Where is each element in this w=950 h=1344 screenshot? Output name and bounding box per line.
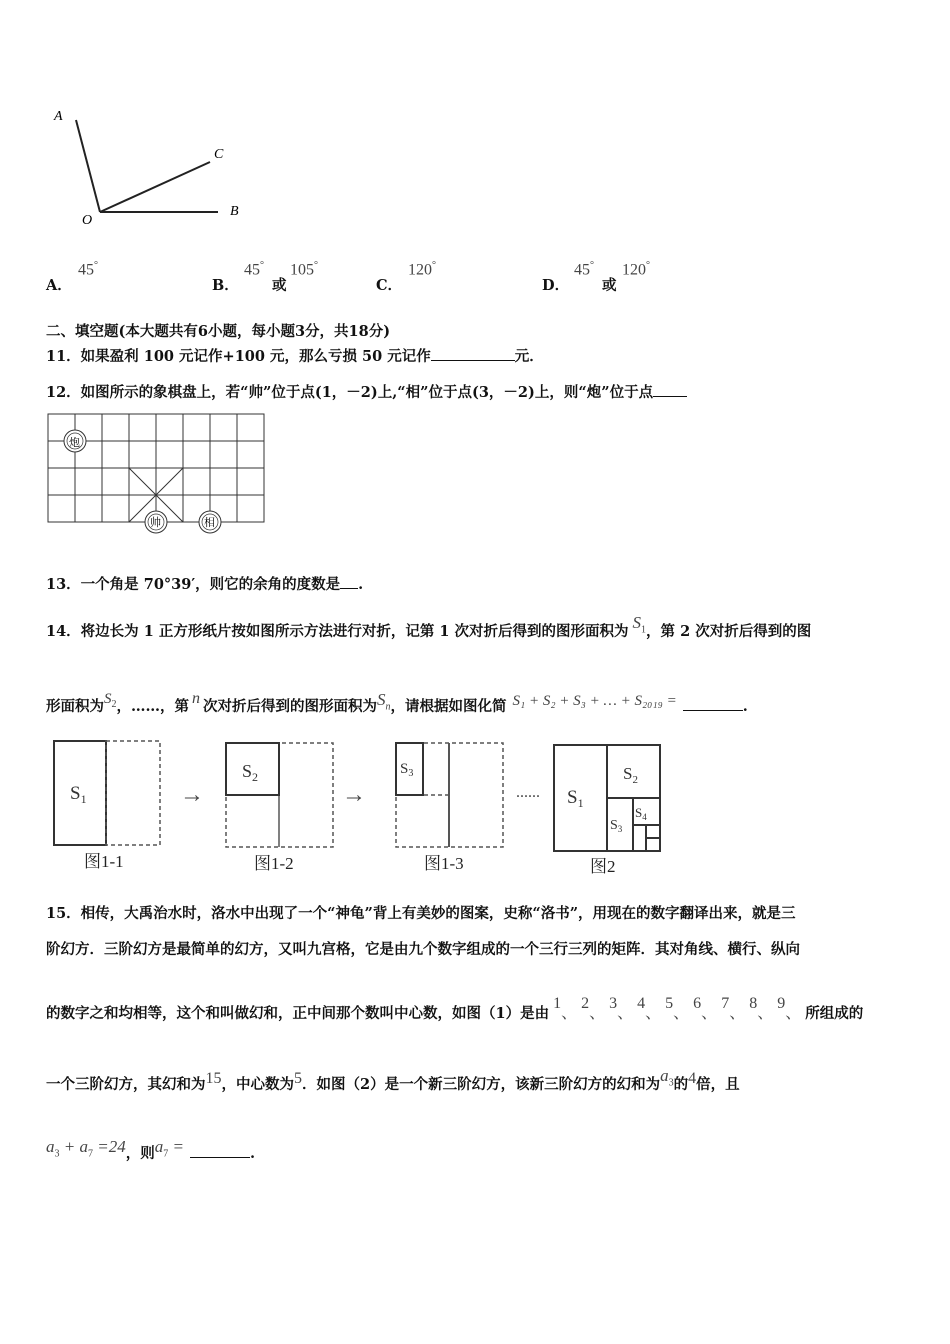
svg-text:S3: $S_3$ — [400, 761, 414, 779]
svg-text:S1: $S_1$ — [567, 787, 584, 810]
ray-oc — [100, 162, 210, 212]
svg-text:S2: $S_2$ — [242, 761, 259, 784]
piece-shuai — [145, 511, 167, 533]
n-symbol: n — [192, 690, 200, 707]
svg-text:S2: $S_2$ — [623, 764, 638, 786]
option-d[interactable] — [542, 258, 702, 292]
q13-text: 13．一个角是 70°39′，则它的余角的度数是 — [46, 576, 341, 593]
label-b: B — [230, 204, 239, 219]
fig-1-1 — [54, 741, 160, 871]
ray-oa — [76, 120, 100, 212]
svg-text:S4: $S_4$ — [635, 805, 647, 822]
q15-answer-blank[interactable] — [190, 1156, 250, 1158]
option-letter: D． — [542, 277, 570, 294]
question-13 — [46, 573, 363, 594]
svg-text:相: 相 — [204, 517, 215, 529]
svg-text:......: ...... — [516, 784, 540, 801]
option-letter: B． — [212, 277, 239, 294]
question-15-line-2: 阶幻方．三阶幻方是最简单的幻方，又叫九宫格，它是由九个数字组成的一个三行三列的矩阵．其对角线、横行、纵向 — [46, 941, 800, 958]
piece-xiang — [199, 511, 221, 533]
option-b[interactable] — [212, 258, 372, 292]
svg-text:图1-3: 图1-3 — [424, 854, 464, 873]
option-value: 120° — [408, 260, 436, 279]
svg-text:S3: $S_3$ — [610, 818, 623, 834]
q12-answer-blank[interactable] — [653, 395, 687, 397]
svg-text:→: → — [180, 782, 204, 808]
question-15-line-5: $a_3 + a_7 =24$，则$a_7$ = . — [46, 1137, 256, 1162]
question-11 — [46, 345, 544, 366]
option-value: 45° — [244, 260, 264, 279]
question-15-line-4: 一个三阶幻方，其幻和为15，中心数为5．如图（2）是一个新三阶幻方，该新三阶幻方的幻和为$a_3$的4倍，且 — [46, 1066, 740, 1093]
equation: $a_3 + a_7 =24$ — [46, 1137, 126, 1160]
question-15-line-3: 的数字之和均相等，这个和叫做幻和，正中间那个数叫中心数，如图（1）是由 1、 2、 3、 4、 5、 6、 7、 8、 9、 所组成的 — [46, 995, 864, 1022]
q11-text: 11．如果盈利 100 元记作+100 元，那么亏损 50 元记作 — [46, 348, 431, 365]
angle-figure — [40, 100, 260, 235]
question-15-line-1: 15．相传，大禹治水时，洛水中出现了一个“神龟”背上有美妙的图案，史称“洛书”，用现在的数字翻译出来，就是三 — [46, 905, 796, 922]
option-a[interactable] — [46, 258, 206, 292]
svg-text:S1: $S_1$ — [70, 783, 87, 806]
s1-symbol: $S_1$ — [632, 613, 647, 636]
svg-text:图1-2: 图1-2 — [254, 854, 294, 873]
q11-answer-blank[interactable] — [431, 359, 515, 361]
option-c[interactable] — [376, 258, 536, 292]
folding-figures — [46, 733, 676, 878]
chess-board — [44, 410, 274, 540]
question-12 — [46, 381, 687, 402]
label-a: A — [54, 109, 63, 124]
svg-text:图1-1: 图1-1 — [84, 852, 124, 871]
label-o: O — [82, 213, 93, 228]
label-c: C — [214, 147, 224, 162]
option-value-2: 105° — [290, 260, 318, 279]
svg-text:帅: 帅 — [150, 517, 161, 529]
question-14-line-1: 14．将边长为 1 正方形纸片按如图所示方法进行对折，记第 1 次对折后得到的图形面积为 $S_1$，第 2 次对折后得到的图 — [46, 613, 812, 640]
svg-text:炮: 炮 — [69, 437, 80, 449]
option-value: 45° — [78, 260, 98, 279]
svg-text:图2: 图2 — [590, 857, 616, 876]
option-connector: 或 — [272, 277, 287, 294]
fig-1-2 — [226, 743, 333, 873]
question-14-line-2: 形面积为$S_2$，……，第 n 次对折后得到的图形面积为$S_n$，请根据如图化简 S₁ + S₂ + S₃ + … + S₂₀₁₉ = . — [46, 690, 748, 715]
q11-tail: 元． — [514, 348, 544, 365]
section-title: 二、填空题(本大题共有6小题，每小题3分，共18分) — [46, 323, 391, 340]
sn-symbol: $S_n$ — [377, 690, 391, 713]
q13-tail: . — [358, 576, 364, 593]
option-letter: A． — [46, 277, 72, 294]
digit-list: 1、 2、 3、 4、 5、 6、 7、 8、 9、 — [553, 995, 802, 1022]
piece-pao — [64, 430, 86, 452]
s2-symbol: $S_2$ — [104, 691, 117, 710]
fig-1-3 — [396, 743, 503, 873]
q14-answer-blank[interactable] — [683, 709, 743, 711]
option-connector: 或 — [602, 277, 617, 294]
option-value-2: 120° — [622, 260, 650, 279]
option-value: 45° — [574, 260, 594, 279]
q13-answer-blank[interactable] — [340, 587, 358, 589]
sum-expression: S₁ + S₂ + S₃ + … + S₂₀₁₉ = — [512, 693, 677, 709]
q12-text: 12．如图所示的象棋盘上，若“帅”位于点(1，－2)上,“相”位于点(3，－2)上，则“炮”位于点 — [46, 384, 654, 401]
svg-text:→: → — [342, 782, 366, 808]
option-letter: C． — [376, 277, 403, 294]
